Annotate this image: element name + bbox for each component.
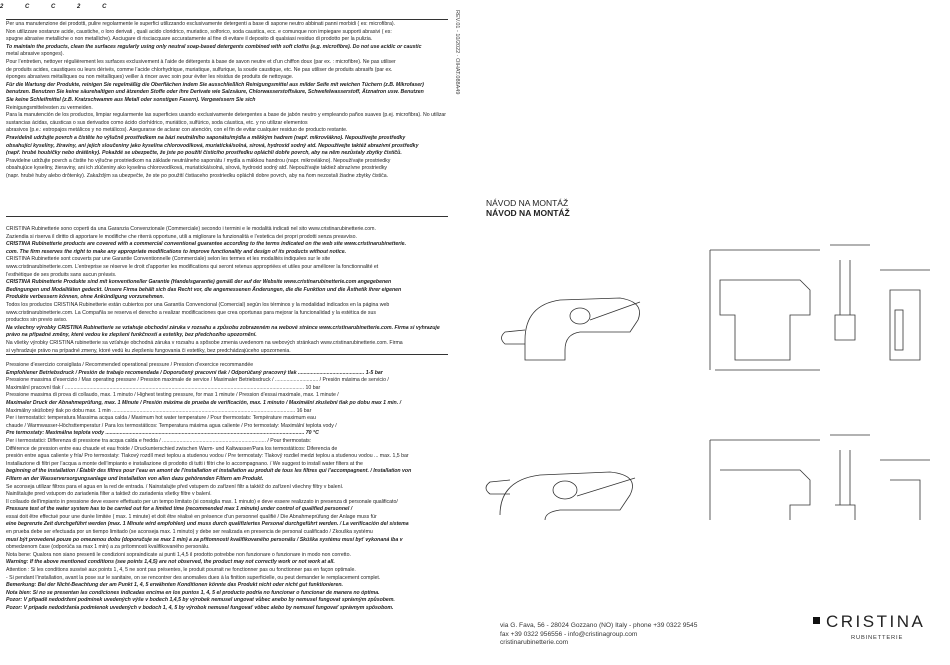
faucet-drawing-left-top bbox=[502, 298, 641, 360]
text-line: essai doit être effectué pour une durée limitée ( max. 1 minute) et doit être réalisé en présence d’un personnel qualifié / Die Abnahmeprüfung der Anlage muss für bbox=[6, 513, 377, 520]
left-column bbox=[6, 8, 448, 658]
text-line: Attention : Si les conditions susvisé aux points 1, 4, 5 ne sont pas présentes, le produit pourrait ne fonctionner pas ou fonctionner pas en façon optimale. bbox=[6, 567, 356, 574]
text-line: Maximaler Druck der Abnahmeprüfung, max. 1 Minute / Presión máxima de prueba de verificación, max. 1 minuto / Maximální zkušební tlak po dobu max 1 min. / bbox=[6, 399, 402, 406]
text-line: chaude / Warmwasser-Höchsttemperatur / Para los termostáticos: Temperatura máxima agua caliente / Pro termostaty: Maximální teplota vody / bbox=[6, 422, 337, 429]
doc-code-text: REV.01 - 10/2022 · OIHAT.088A49 bbox=[454, 10, 460, 95]
text-line: beginning of the installation / Établir des filtres pour l’eau en amont de l’installation et installation au produit de tous les filtres qui l’accompagnent. / Installation von bbox=[6, 468, 412, 475]
text-line: presión entre agua caliente y fría/ Pro termostaty: Tlakový rozdíl mezi teplou a studenou vodou / Pre termostaty: Tlakový rozdiel medzi teplou a studenou vodou ... max. 1,5 bar bbox=[6, 453, 409, 460]
header-mark: C bbox=[25, 4, 40, 10]
divider bbox=[6, 354, 448, 355]
title-line: NÁVOD NA MONTÁŽ bbox=[486, 198, 569, 208]
text-line: Per i termostatici: temperatura Massima acqua calda / Maximum hot water temperature / Pour thermostats: Température maximum eau bbox=[6, 415, 316, 422]
text-line: Pressione massima di prova di collaudo, max. 1 minuto / Highest testing pressure, for max 1 minute / Pression d’essai maximale, max. 1 minute / bbox=[6, 392, 339, 399]
text-line: benutzen. Benutzen Sie keine säurehaltigen und ätzenden Stoffe oder ihre Derivate wie Salzsäure, Chlorwasserstoffsäure, Schwefelwasserstoff, Ätznatron usw. Benutzen bbox=[6, 89, 424, 96]
text-line: Se aconseja utilizar filtros para el agua en la red de entrada. / Nainstalujte před vstupem do zařízení filtr a taktéž do zařízení všechny filtry v balení. bbox=[6, 483, 344, 490]
product-drawings bbox=[470, 220, 940, 520]
text-line: Pour l’entretien, nettoyer régulièrement les surfaces exclusivement à l’aide de détergents à base de savon neutre et d’un chiffon doux (par ex. : microfibre). Ne pas utiliser bbox=[6, 58, 396, 65]
text-line: Différence de pression entre eau chaude et eau froide / Druckunterschied zwischen Warm- und Kaltwasser/Para los termostáticos: Diferencia de bbox=[6, 445, 338, 452]
text-line: obsahujúce kyseliny, žieraviny, ani ich zlúčeniny ako kyselina chlorovodíková, muriatická/solná, sírová, hydroxid sodný atď. Nepoužívajte taktiež abrazívne prostriedky bbox=[6, 165, 388, 172]
faucet-elevation-top bbox=[710, 245, 930, 370]
text-line: productos sin previo aviso. bbox=[6, 317, 68, 324]
text-line: Pozor: V prípade nedodržania podmienok uvedených v bodoch 1, 4, 5 by výrobok nemusel fungovať vôbec alebo by nemusel fungovať správnym spôsobom. bbox=[6, 605, 394, 611]
text-line: Für die Wartung der Produkte, reinigen Sie regelmäßig die Oberflächen indem Sie ausschließlich Reinigungsmittel aus milder Seife mit weichen Tüchern (z.B. Mikrofaser) bbox=[6, 81, 424, 88]
text-line: Pressione massima d’esercizio / Max operating pressure / Pression maximale de service / Maximaler Betriebsdruck / .............................. / Presión máxima de servicio / bbox=[6, 377, 389, 384]
text-line: Pressure test of the water system has to be carried out for a limited time (recommended max 1 minute) under control of qualified personnel / bbox=[6, 506, 353, 513]
text-line: (např. hrubé houbičky nebo drátěnky). Pokaždé se ubezpečte, že jste po použití čisticího prostředku opláchli dobře povrch, aby na něm nezůstaly zbytky čističů. bbox=[6, 150, 402, 157]
text-line: Na všetky výrobky CRISTINA rubinetterie sa vzťahuje obchodná záruka v rozsahu a spôsobe zmenia uvedenom na webových stránkach www.cristinarubinetterie.com. Firma bbox=[6, 339, 403, 346]
text-line: CRISTINA Rubinetterie sont couverts par une Garantie Conventionnelle (Commerciale) selon les termes et les modalités indiquées sur le site bbox=[6, 256, 331, 263]
text-line: Per una manutenzione dei prodotti, pulire regolarmente le superfici utilizzando esclusivamente detergenti a base di sapone neutro abbinati panni morbidi ( es: microfibra). bbox=[6, 21, 395, 27]
text-line: Produkte verbessern können, ohne Ankündigung vorzunehmen. bbox=[6, 294, 165, 301]
title-line: NÁVOD NA MONTÁŽ bbox=[486, 208, 570, 218]
text-line: Pozor: V případě nedodržení podmínek uvedených výše v bodech 1,4,5 by výrobek nemusel ungovat vůbec anebo by nemusel fungovat správným způsobem. bbox=[6, 597, 395, 604]
text-line: obmedzenom čase (odporúča sa max 1 min) a za prítomnosti kvalifikovaného personálu. bbox=[6, 544, 210, 551]
header-mark: C bbox=[102, 4, 117, 10]
text-line: Maximálny skúšobný tlak po dobu max. 1 min ............................................................................................................................... 16 bar bbox=[6, 407, 312, 414]
text-line: spugne abrasive metalliche o non metalliche). Asciugare di risciacquare accuratamente al fine di evitare il deposito di qualsiasi residuo di prodotto per la pulizia. bbox=[6, 36, 373, 43]
text-line: Non utilizzare sostanze acide, caustiche, o loro derivati , quali acido cloridrico, muriatico, solforico, soda caustica, ecc. e comunque non impiegare supporti abrasivi ( es: bbox=[6, 28, 392, 35]
text-line: (napr. hrubé huby alebo drôtenky). Zakaždým sa ubezpečte, že ste po použití čistiaceho prostriedku opláchli dobre povrch, aby na ňom nezostali žiadne zbytky čističa. bbox=[6, 172, 389, 179]
company-address bbox=[500, 622, 697, 648]
text-line: To maintain the products, clean the surfaces regularly using only neutral soap-based detergents combined with soft cloths (e.g. microfibre). Do not use acidic or caustic bbox=[6, 43, 422, 50]
text-line: Per i termostatici: Differenza di pressione tra acqua calda e fredda / ........................................................................ / Pour thermostats: bbox=[6, 437, 312, 444]
text-line: - Si pendant l’installation, avant la pose sur le sanitaire, on se rencontrer des anomalies dues à la finition superficielle, ou peut demander le remplacement complet. bbox=[6, 574, 381, 581]
text-line: Empfohlener Betriebsdruck / Presión de trabajo recomendada / Doporučený pracovní tlak / Odporúčaný pracovný tlak .............................................. 1-5 bar bbox=[6, 369, 383, 376]
text-line: Na všechny výrobky CRISTINA Rubinetterie se vztahuje obchodní záruka v rozsahu a způsobu zobrazeném na webové stránce www.cristinarubinetterie.com. Firma si vyhrazuje bbox=[6, 324, 440, 331]
maintenance-section bbox=[6, 21, 448, 180]
doc-code bbox=[452, 10, 462, 130]
text-line: Nota bene: Qualora non siano presenti le condizioni sopraindicate ai punti 1,4,5 il prodotto potrebbe non funzionare o funzionare in modo non corretto. bbox=[6, 551, 351, 558]
text-line: Installazione di filtri per l’acqua a monte dell’impianto e installazione di prodotto di tutti i filtri che lo accompagnano. / We suggest to install water filters at the bbox=[6, 460, 363, 467]
text-line: Para la manutención de los productos, limpiar regularmente las superficies usando exclusivamente detergentes a base de jabón neutro y empleando paños suaves (p.ej. microfibra). No utilizar sustancias ácidas, cáusticas o sus derivados como ácido clorhídrico, muriático, sulfúrico, soda cáustica, etc. y no utilizar elementos bbox=[6, 112, 447, 126]
logo-square-icon bbox=[813, 617, 820, 624]
text-line: Pressione d’esercizio consigliata / Recommended operational pressure / Pression d’exercice recommandée bbox=[6, 362, 254, 368]
text-line: Maximální pracovní tlak / ...................................................................................................................................................................... 10 bar bbox=[6, 384, 321, 391]
text-line: CRISTINA Rubinetterie products are covered with a commercial conventional guarantee according to the terms indicated on the web site www.cristinarubinetterie. bbox=[6, 241, 407, 248]
text-line: Il collaudo dell’impianto in pressione deve essere effettuato per un tempo limitato (si consiglia max. 1 minuto) e deve essere realizzato in presenza di personale qualificato/ bbox=[6, 498, 398, 505]
text-line: l’esthétique de ses produits sans aucun préavis. bbox=[6, 271, 117, 278]
header-mark: C bbox=[51, 4, 66, 10]
text-line: Filtern an der Wasserversorgungsanlage und Installation von allen dazu gehörenden Filtern am Produkt. bbox=[6, 475, 264, 482]
text-line: právo na případné změny, které vedou ke zlepšení funkčnosti a estetiky, bez předchozího upozornění. bbox=[6, 332, 257, 339]
address-line: fax +39 0322 956556 - info@cristinagroup.com bbox=[500, 630, 638, 638]
text-line: en prueba debe ser efectuada por un tiempo limitado (se aconseja max. 1 minuto) y debe ser realizada en presencia de personal cualificado / Zkouška systému bbox=[6, 529, 373, 536]
address-line: cristinarubinetterie.com bbox=[500, 639, 569, 647]
warranty-section bbox=[6, 226, 448, 355]
header-mark: 2 bbox=[77, 4, 91, 10]
text-line: Todos los productos CRISTINA Rubinetterie están cubiertos por una Garantía Convencional (Comercial) según los términos y la modalidad indicados en la página web bbox=[6, 301, 390, 308]
text-line: Pre termostaty: Maximálna teplota vody .......................................................................................................................................... 70 °C bbox=[6, 430, 319, 437]
text-line: Reinigungsmittelresten zu vermeiden. bbox=[6, 104, 93, 111]
page-title bbox=[486, 198, 570, 218]
faucet-drawing-left-bottom bbox=[486, 472, 635, 520]
address-line: via G. Fava, 56 - 28024 Gozzano (NO) Italy - phone +39 0322 9545 bbox=[500, 622, 698, 629]
text-line: obsahující kyseliny, žíraviny, ani jejich sloučeniny jako kyselina chlorovodíková, muriatická/solná, sírová, hydroxid sodný atd. Nepoužívejte taktéž abrazivní prostředky bbox=[6, 142, 419, 149]
specs-section bbox=[6, 362, 448, 613]
divider bbox=[6, 19, 448, 20]
text-line: www.cristinarubinetterie.com. L’entreprise se réserve le droit d’apporter les modifications qui seront retenus appropriées et utiles pour améliorer la fonctionnalité et bbox=[6, 263, 379, 270]
header-mark: 2 bbox=[0, 4, 14, 10]
text-line: metal abrasive sponges). bbox=[6, 51, 64, 58]
text-line: éponges abrasives métalliques ou non métalliques) veiller à rincer avec soin pour éviter les résidus de produits de nettoyage. bbox=[6, 74, 294, 81]
text-line: eine begrenzte Zeit durchgeführt werden (max. 1 Minute wird empfohlen) und muss durch qualifiziertes Personal durchgeführt werden. / La verificación del sistema bbox=[6, 521, 409, 528]
text-line: Warning: If the above mentioned conditions (see points 1,4,5) are not observed, the product may not correctly work or not work at all. bbox=[6, 559, 335, 566]
text-line: Nota bien: Si no se presentan las condiciones indicadas encima en los puntos 1, 4, 5 el producto podría no funcionar o funcionar de manera no óptima. bbox=[6, 589, 380, 596]
logo-subtitle: RUBINETTERIE bbox=[851, 635, 904, 641]
text-line: Pravidelne udržujte povrch a čistite ho výlučne prostriedkom na základe neutrálneho saponátu / mydla a mäkkou handrou (napr. mikrovlákno). Nepoužívajte prostriedky bbox=[6, 157, 391, 164]
text-line: Bemerkung: Bei der Nicht-Beachtung der am Punkt 1, 4, 5 erwähnten Konditionen könnte das Produkt nicht oder nicht gut funktionieren. bbox=[6, 582, 343, 589]
text-line: Bedingungen und Modalitäten gedeckt. Unsere Firma behält sich das Recht vor, die angemessenen Änderungen, die die Funktion und die Ästhetik ihrer eigenen bbox=[6, 286, 402, 293]
text-line: Pravidelně udržujte povrch a čistěte ho výlučně prostředkem na bázi neutrálního saponátu/mýdla a měkkým hadrem (např. mikrovlákno). Nepoužívejte prostředky bbox=[6, 134, 406, 141]
text-line: musí být provedená pouze po omezenou dobu (doporučuje se max 1 min) a za přítomnosti kvalifikovaného personálu / Skúška systému musí byť vykonaná iba v bbox=[6, 536, 403, 543]
text-line: CRISTINA Rubinetterie Produkte sind mit konventioneller Garantie (Handelsgarantie) gemäß der auf der Website www.cristinarubinetterie.com angegebenen bbox=[6, 279, 392, 286]
logo-name: CRISTINA bbox=[826, 612, 926, 631]
text-line: Sie keine Schleifmittel (z.B. Kratzschwamm aus Metall oder sonstigen Fasern). Vergewissern Sie sich bbox=[6, 96, 256, 103]
divider bbox=[6, 216, 448, 217]
text-line: de produits acides, caustiques ou leurs dérivés, comme l’acide chlorhydrique, muriatique, sulfurique, la soude caustique, etc. Ne pas utiliser de produits abrasifs (par ex. bbox=[6, 66, 393, 73]
faucet-elevation-bottom bbox=[710, 435, 930, 520]
text-line: CRISTINA Rubinetterie sono coperti da una Garanzia Convenzionale (Commerciale) secondo i termini e le modalità indicati nel sito www.cristinarubinetterie.com. bbox=[6, 226, 376, 232]
text-line: si vyhradzuje právo na prípadné zmeny, ktoré vedú ku zlepšeniu fungovania či estetiky, bez predchádzajúceho upozornenia. bbox=[6, 347, 291, 354]
text-line: Nainštalujte pred vstupom do zariadenia filter a taktiež do zariadenia všetky filtre v balení. bbox=[6, 491, 212, 498]
text-line: www.cristinarubinetterie.com. La Compañía se reserva el derecho a realizar modificaciones que crea oportunas para mejorar la funcionalidad y la estética de sus bbox=[6, 309, 376, 316]
text-line: com. The firm reserves the right to make any appropriate modifications to improve functionality and design of its products without notice. bbox=[6, 248, 347, 255]
text-line: abrasivos (p.e.: estropajos metálicos y no metálicos). Asegurarse de aclarar con atención, con el fin de evitar cualquier residuo de producto restante. bbox=[6, 127, 348, 134]
text-line: Zaziendia si riserva il diritto di apportare le modifiche che riterrà opportune, utili a migliorare la funzionalità e l’estetica dei propri prodotti senza preavviso. bbox=[6, 233, 357, 240]
